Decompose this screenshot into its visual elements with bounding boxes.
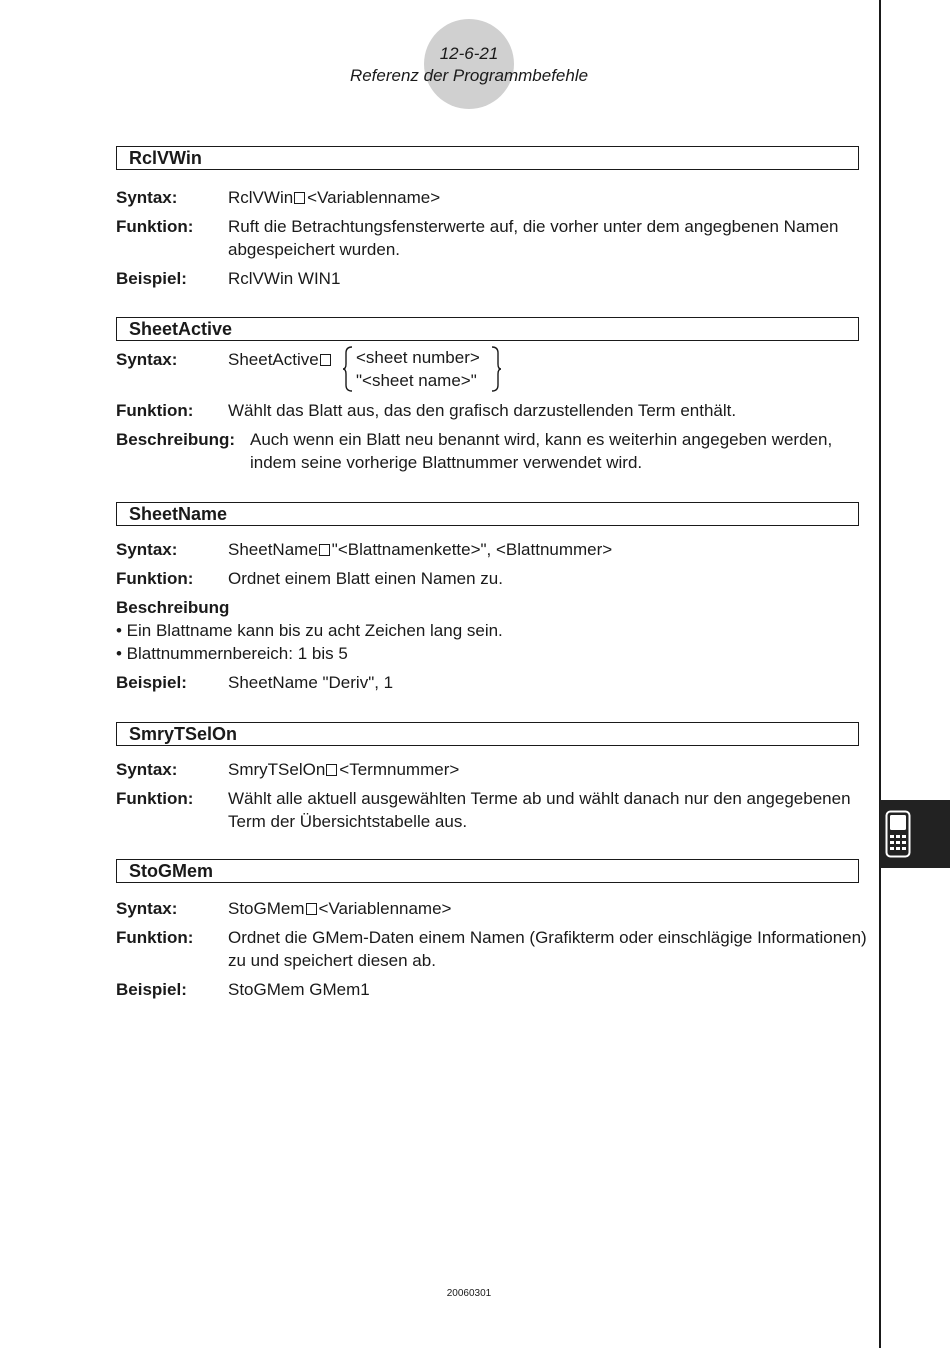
- page-number: 12-6-21: [439, 44, 499, 63]
- syntax-text: [228, 186, 868, 209]
- syntax-option: <sheet number>: [356, 348, 480, 367]
- command-name: StoGMem: [228, 899, 305, 918]
- page-number-circle: [424, 19, 514, 109]
- space-symbol-icon: [294, 192, 305, 204]
- syntax-text: [228, 897, 868, 920]
- description-heading: Beschreibung: [116, 598, 230, 617]
- function-text: Ordnet einem Blatt einen Namen zu.: [228, 569, 503, 588]
- function-label: Funktion:: [116, 217, 194, 236]
- function-label: Funktion:: [116, 401, 194, 420]
- description-label: Beschreibung:: [116, 430, 236, 449]
- example-text: SheetName "Deriv", 1: [228, 673, 394, 692]
- function-label: Funktion:: [116, 928, 194, 947]
- syntax-label: Syntax:: [116, 350, 178, 369]
- command-argument: "<Blattnamenkette>", <Blattnummer>: [331, 540, 613, 559]
- function-text: Ruft die Betrachtungsfensterwerte auf, die vorher unter dem angegbenen Namen abgespeichert wurden.: [228, 217, 839, 259]
- syntax-label: Syntax:: [116, 188, 178, 207]
- section-title-rclvwin: RclVWin: [116, 146, 859, 170]
- chapter-side-tab: [880, 800, 950, 868]
- example-label: Beispiel:: [116, 269, 187, 288]
- right-brace-icon: [490, 346, 502, 392]
- command-name: RclVWin: [228, 188, 294, 207]
- space-symbol-icon: [306, 903, 317, 915]
- chapter-title: Referenz der Programmbefehle: [349, 66, 589, 85]
- syntax-option: "<sheet name>": [356, 371, 477, 390]
- function-label: Funktion:: [116, 569, 194, 588]
- space-symbol-icon: [326, 764, 337, 776]
- command-argument: <Variablenname>: [318, 899, 452, 918]
- syntax-label: Syntax:: [116, 760, 178, 779]
- function-text: Wählt alle aktuell ausgewählten Terme ab und wählt danach nur den angegebenen Term der Übersichtstabelle aus.: [228, 789, 851, 831]
- example-text: StoGMem GMem1: [228, 980, 370, 999]
- syntax-text: [228, 538, 868, 561]
- example-label: Beispiel:: [116, 673, 187, 692]
- section-title-stogmem: StoGMem: [116, 859, 859, 883]
- syntax-label: Syntax:: [116, 540, 178, 559]
- syntax-options: [356, 346, 480, 392]
- section-title-smrytselon: SmryTSelOn: [116, 722, 859, 746]
- bullet-item: • Ein Blattname kann bis zu acht Zeichen lang sein.: [116, 621, 503, 640]
- syntax-text: [228, 758, 868, 781]
- left-brace-icon: [342, 346, 354, 392]
- bullet-item: • Blattnummernbereich: 1 bis 5: [116, 644, 348, 663]
- command-name: SheetName: [228, 540, 318, 559]
- example-label: Beispiel:: [116, 980, 187, 999]
- command-argument: <Termnummer>: [339, 760, 460, 779]
- section-title-sheetname: SheetName: [116, 502, 859, 526]
- example-text: RclVWin WIN1: [228, 269, 341, 288]
- function-text: Ordnet die GMem-Daten einem Namen (Grafikterm oder einschlägige Informationen) zu und speichert diesen ab.: [228, 928, 867, 970]
- function-text: Wählt das Blatt aus, das den grafisch darzustellenden Term enthält.: [228, 401, 737, 420]
- footer-code: 20060301: [446, 1288, 492, 1299]
- command-name-text: SheetActive: [228, 350, 319, 369]
- section-title-sheetactive: SheetActive: [116, 317, 859, 341]
- function-label: Funktion:: [116, 789, 194, 808]
- calculator-icon: [885, 810, 911, 858]
- command-name: [228, 348, 333, 371]
- syntax-label: Syntax:: [116, 899, 178, 918]
- space-symbol-icon: [320, 354, 331, 366]
- command-name: SmryTSelOn: [228, 760, 326, 779]
- space-symbol-icon: [319, 544, 330, 556]
- page-margin-rule: [879, 0, 881, 1348]
- description-text: Auch wenn ein Blatt neu benannt wird, kann es weiterhin angegeben werden, indem seine vorherige Blattnummer verwendet wird.: [250, 430, 833, 472]
- command-argument: <Variablenname>: [307, 188, 441, 207]
